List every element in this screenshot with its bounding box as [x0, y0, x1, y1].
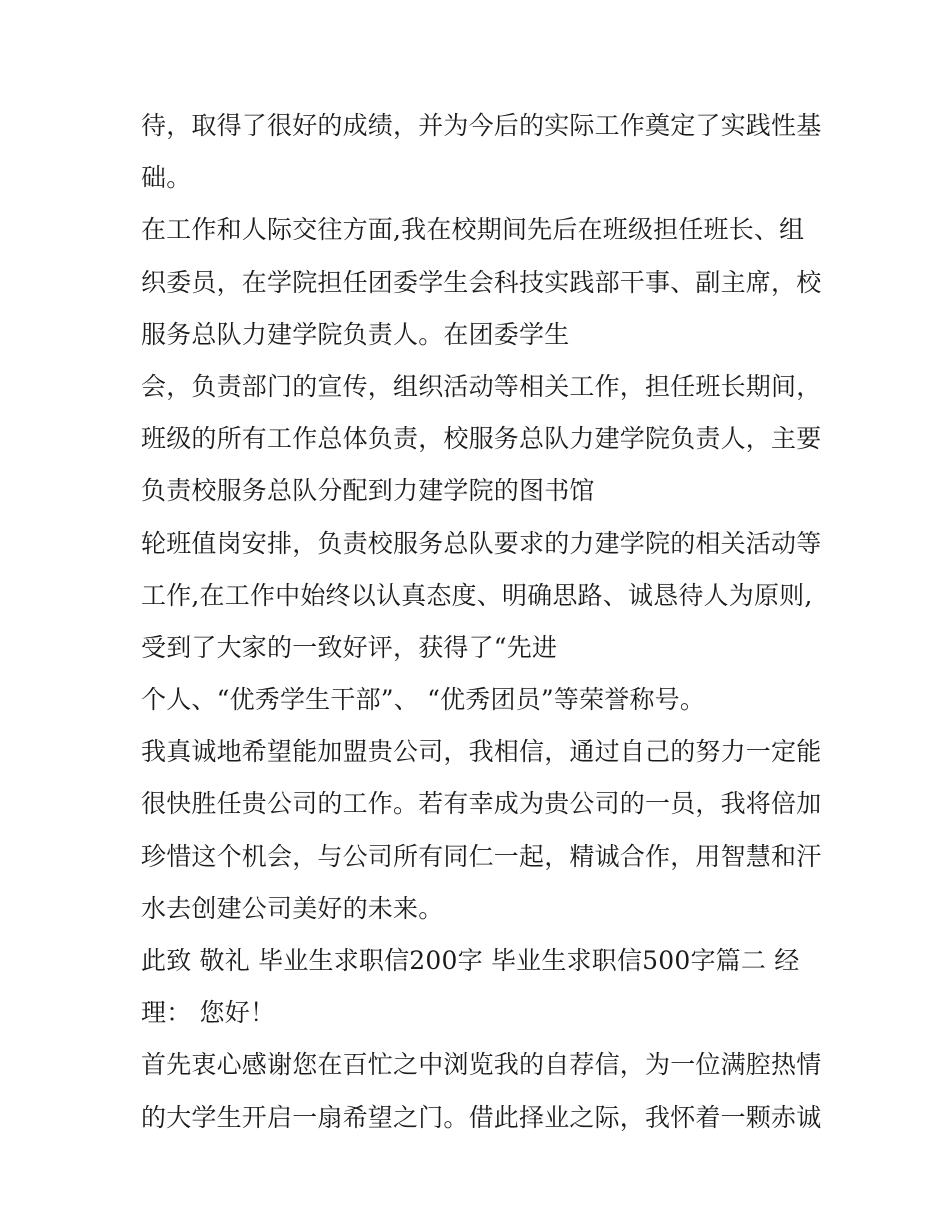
text-line: 受到了大家的一致好评，获得了“先进: [141, 632, 558, 662]
text-line: 服务总队力建学院负责人。在团委学生: [141, 319, 570, 349]
text-line: 班级的所有工作总体负责，校服务总队力建学院负责人，主要: [141, 424, 822, 454]
text-line: 础。: [141, 163, 192, 193]
text-line: 负责校服务总队分配到力建学院的图书馆: [141, 476, 595, 506]
text-line: 待，取得了很好的成绩，并为今后的实际工作奠定了实践性基: [141, 111, 822, 140]
text-line: 的大学生开启一扇希望之门。借此择业之际，我怀着一颗赤诚: [141, 1102, 822, 1132]
text-line: 理： 您好！: [141, 998, 276, 1028]
text-line: 个人、“优秀学生干部”、 “优秀团员”等荣誉称号。: [141, 685, 706, 715]
text-line: 会，负责部门的宣传，组织活动等相关工作，担任班长期间，: [141, 371, 822, 401]
text-line: 轮班值岗安排，负责校服务总队要求的力建学院的相关活动等: [141, 528, 822, 558]
text-line: 水去创建公司美好的未来。: [141, 893, 444, 923]
text-line: 此致 敬礼 毕业生求职信200字 毕业生求职信500字篇二 经: [141, 946, 800, 975]
text-line: 首先衷心感谢您在百忙之中浏览我的自荐信，为一位满腔热情: [141, 1050, 822, 1080]
body-text: [141, 100, 821, 1144]
text-line: 织委员，在学院担任团委学生会科技实践部干事、副主席，校: [141, 267, 822, 297]
text-line: 珍惜这个机会，与公司所有同仁一起，精诚合作，用智慧和汗: [141, 841, 822, 871]
text-line: 很快胜任贵公司的工作。若有幸成为贵公司的一员，我将倍加: [141, 789, 822, 819]
text-line: 我真诚地希望能加盟贵公司，我相信，通过自己的努力一定能: [141, 737, 822, 767]
text-line: 在工作和人际交往方面,我在校期间先后在班级担任班长、组: [141, 215, 805, 245]
text-line: 工作,在工作中始终以认真态度、明确思路、诚恳待人为原则,: [141, 580, 813, 610]
